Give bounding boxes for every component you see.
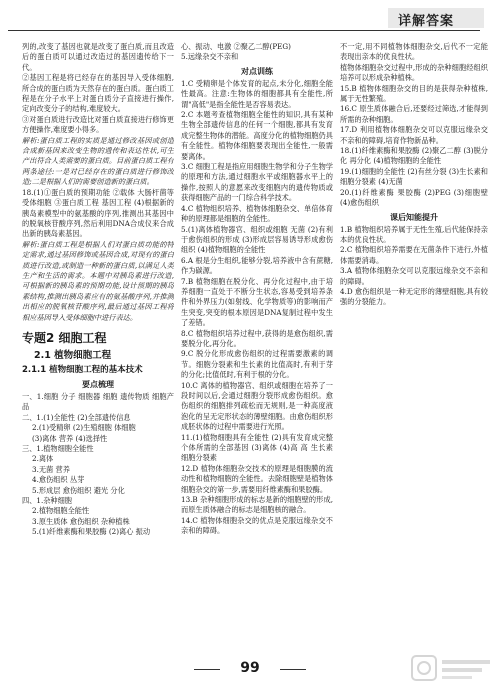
column-right [340, 42, 488, 652]
extension-heading: 课后知能提升 [390, 212, 438, 222]
answer-6: 6.A 根是分生组织,能够分裂,培养液中含有蔗糖,作为碳源。 [181, 255, 333, 276]
paragraph: 心、振动、电激 ②聚乙二醇(PEG) [181, 42, 291, 51]
summary-item: 4.愈伤组织 丛芽 [32, 475, 85, 485]
watermark-icon [410, 652, 494, 684]
practice-heading: 对点训练 [241, 66, 273, 76]
section-title: 2.1 植物细胞工程 [34, 349, 112, 361]
answer-k4: 4.D 愈伤组织是一种无定形的薄壁细胞,具有较强的分裂能力。 [340, 286, 488, 307]
paragraph: 植物体细胞杂交过程中,形成的杂种细胞经组织培养可以形成杂种植株。 [340, 62, 488, 83]
summary-item: 四、1.杂种细胞 [22, 496, 72, 506]
answer-11: 11.(1)植物细胞具有全能性 (2)具有发育成完整个体所需的全部基因 (3)离体 (4)高 高 生长素 细胞分裂素 [181, 432, 333, 463]
answer-5: 5.(1)离体植物器官、组织或细胞 无菌 (2)有利于愈伤组织的形成 (3)形成层容易诱导形成愈伤组织 (4)植物细胞的全能性 [181, 224, 333, 255]
answer-10: 10.C 离体的植物器官、组织或细胞在培养了一段时间以后,会通过细胞分裂形成愈伤组织。愈伤组织的细胞排列疏松而无规则,是一种高度液泡化的呈无定形状态的薄壁细胞。由愈伤组织形成胚状体的过程中需要进行光照。 [181, 380, 333, 432]
paragraph: 列的,改变了基因也就是改变了蛋白质,而且改造后的蛋白质可以通过改造过的基因遗传给下一代。 [22, 42, 174, 72]
answer-8: 8.C 植物组织培养过程中,获得的是愈伤组织,需要脱分化,再分化。 [181, 328, 333, 348]
answer-k2: 2.C 植物组织培养需要在无菌条件下进行,外植体需要消毒。 [340, 245, 488, 265]
answer-4: 4.C 植物组织培养、植物体细胞杂交、单倍体育种的原理都是细胞的全能性。 [181, 203, 333, 224]
paragraph: ②基因工程是将已经存在的基因导入受体细胞,所合成的蛋白质为天然存在的蛋白质。蛋白质工程是在分子水平上对蛋白质分子直接进行操作,定向改变分子的结构,难度较大。 [22, 73, 174, 114]
answer-2: 2.C 本题考查植物细胞全能性的知识,具有某种生物全部遗传信息的任何一个细胞,都具有发育成完整生物体的潜能。高度分化的植物细胞仍具有全能性。植物体细胞要表现出全能性,一般需要离体。 [181, 110, 333, 161]
summary-heading: 要点梳理 [82, 379, 114, 389]
column-left [22, 42, 174, 652]
summary-item: 2.离体 [32, 454, 54, 464]
paragraph: ③对蛋白质进行改造比对蛋白质直接进行修饰更方便操作,难度要小得多。 [22, 114, 174, 135]
summary-item: 二、1.(1)全能性 (2)全部遗传信息 [22, 412, 131, 422]
summary-item: 2.植物细胞全能性 [32, 506, 90, 516]
answer-18: 18.(1)①蛋白质的预期功能 ②载体 大肠杆菌等受体细胞 ③蛋白质工程 基因工程 (4)根据新的胰岛素模型中的氨基酸的序列,推测出其基因中的脱氧核苷酸序列,然后利用DNA合成仪来合成出新的胰岛素基因。 [22, 187, 174, 239]
answer-7: 7.B 植物细胞在脱分化、再分化过程中,由于培养细胞一直处于不断分生状态,容易受到培养条件和外界压力(如射线、化学物质等)的影响而产生突变,突变的根本原因是DNA复制过程中发生了差错。 [181, 276, 333, 328]
answer-15: 15.B 植物体细胞杂交的目的是获得杂种植株,属于无性繁殖。 [340, 83, 488, 104]
summary-item: 2.(1)受精卵 (2)生殖细胞 体细胞 [32, 423, 136, 433]
answer-1: 1.C 受精卵是个体发育的起点,未分化,细胞全能性最高。注意:生物体的细胞都具有全能性,所谓"高低"是指全能性是否容易表达。 [181, 78, 333, 109]
summary-item: 一、1.细胞 分子 细胞器 细胞 遗传物质 细胞产品 [22, 391, 174, 412]
answer-17: 17.D 利用植物体细胞杂交可以克服远缘杂交不亲和的障碍,培育作物新品种。 [340, 125, 488, 145]
explanation: 解析:蛋白质工程是根据人们对蛋白质功能的特定需求,通过基因修饰或基因合成,对现有的蛋白质进行改造,或制造一种新的蛋白质,以满足人类生产和生活的需求。本题中对胰岛素进行改造,可根据新的胰岛素的预期功能,设计预期的胰岛素结构,推测出胰岛素应有的氨基酸序列,并推测出相应的脱氧核苷酸序列,最后通过基因工程将相应基因导入受体细胞中进行表达。 [22, 239, 174, 322]
header-title: 详解答案 [398, 14, 455, 29]
summary-item: 三、1.植物细胞全能性 [22, 444, 94, 453]
header-rule [8, 30, 480, 31]
page-number: 99 [224, 660, 276, 676]
answer-19: 19.(1)细胞的全能性 (2)有丝分裂 (3)生长素和细胞分裂素 (4)无菌 [340, 166, 488, 187]
answer-16: 16.C 原生质体融合后,还要经过筛选,才能得到所需的杂种细胞。 [340, 104, 488, 124]
watermark-logo [410, 652, 494, 684]
subsection-title: 2.1.1 植物细胞工程的基本技术 [22, 364, 143, 375]
answer-k3: 3.A 植物体细胞杂交可以克服远缘杂交不亲和的障碍。 [340, 266, 488, 286]
answer-13: 13.B 杂种细胞形成的标志是新的细胞壁的形成,而原生质体融合的标志是细胞核的融合。 [181, 495, 333, 515]
explanation: 解析:蛋白质工程的实质是通过修改基因或创造合成新基因来改变生物的遗传和表达性状,可生产出符合人类需要的蛋白质。目前蛋白质工程有两条途径:一是对已经存在的蛋白质进行修饰改造;二是根据人们的需要创造新的蛋白质。 [22, 135, 174, 187]
summary-item: 3.无菌 营养 [32, 464, 70, 474]
answer-14: 14.C 植物体细胞杂交的优点是克服远缘杂交不亲和的障碍。 [181, 515, 333, 536]
answer-9: 9.C 脱分化形成愈伤组织的过程需要激素的调节。细胞分裂素和生长素的比值高时,有利于芽的分化;比值低时,有利于根的分化。 [181, 349, 333, 380]
paragraph: 不一定,用不同植物体细胞杂交,后代不一定能表现出亲本的优良性状。 [340, 42, 488, 62]
paragraph: 5.远缘杂交不亲和 [181, 52, 239, 62]
summary-item: 5.(1)纤维素酶和果胶酶 (2)离心 振动 [32, 527, 151, 537]
answer-20: 20.(1)纤维素酶 果胶酶 (2)PEG (3)细胞壁 (4)愈伤组织 [340, 187, 488, 208]
chapter-title: 专题2 细胞工程 [22, 330, 107, 345]
summary-item: 3.原生质体 愈伤组织 杂种植株 [32, 516, 130, 526]
answer-3: 3.C 细胞工程是指应用细胞生物学和分子生物学的原理和方法,通过细胞水平或细胞器水平上的操作,按照人的意愿来改变细胞内的遗传物质或获得细胞产品的一门综合科学技术。 [181, 162, 333, 203]
page-header [0, 0, 500, 38]
summary-item: (3)离体 营养 (4)选择性 [32, 433, 108, 443]
column-middle [181, 42, 333, 652]
answer-k1: 1.B 植物组织培养属于无性生殖,后代能保持亲本的优良性状。 [340, 224, 488, 244]
answer-18: 18.(1)纤维素酶和果胶酶 (2)聚乙二醇 (3)脱分化 再分化 (4)植物细胞的全能性 [340, 146, 488, 166]
summary-item: 5.形成层 愈伤组织 避光 分化 [32, 485, 125, 495]
answer-12: 12.D 植物体细胞杂交技术的原理是细胞膜的流动性和植物细胞的全能性。去除细胞壁是植物体细胞杂交的第一步,需要用纤维素酶和果胶酶。 [181, 463, 333, 494]
